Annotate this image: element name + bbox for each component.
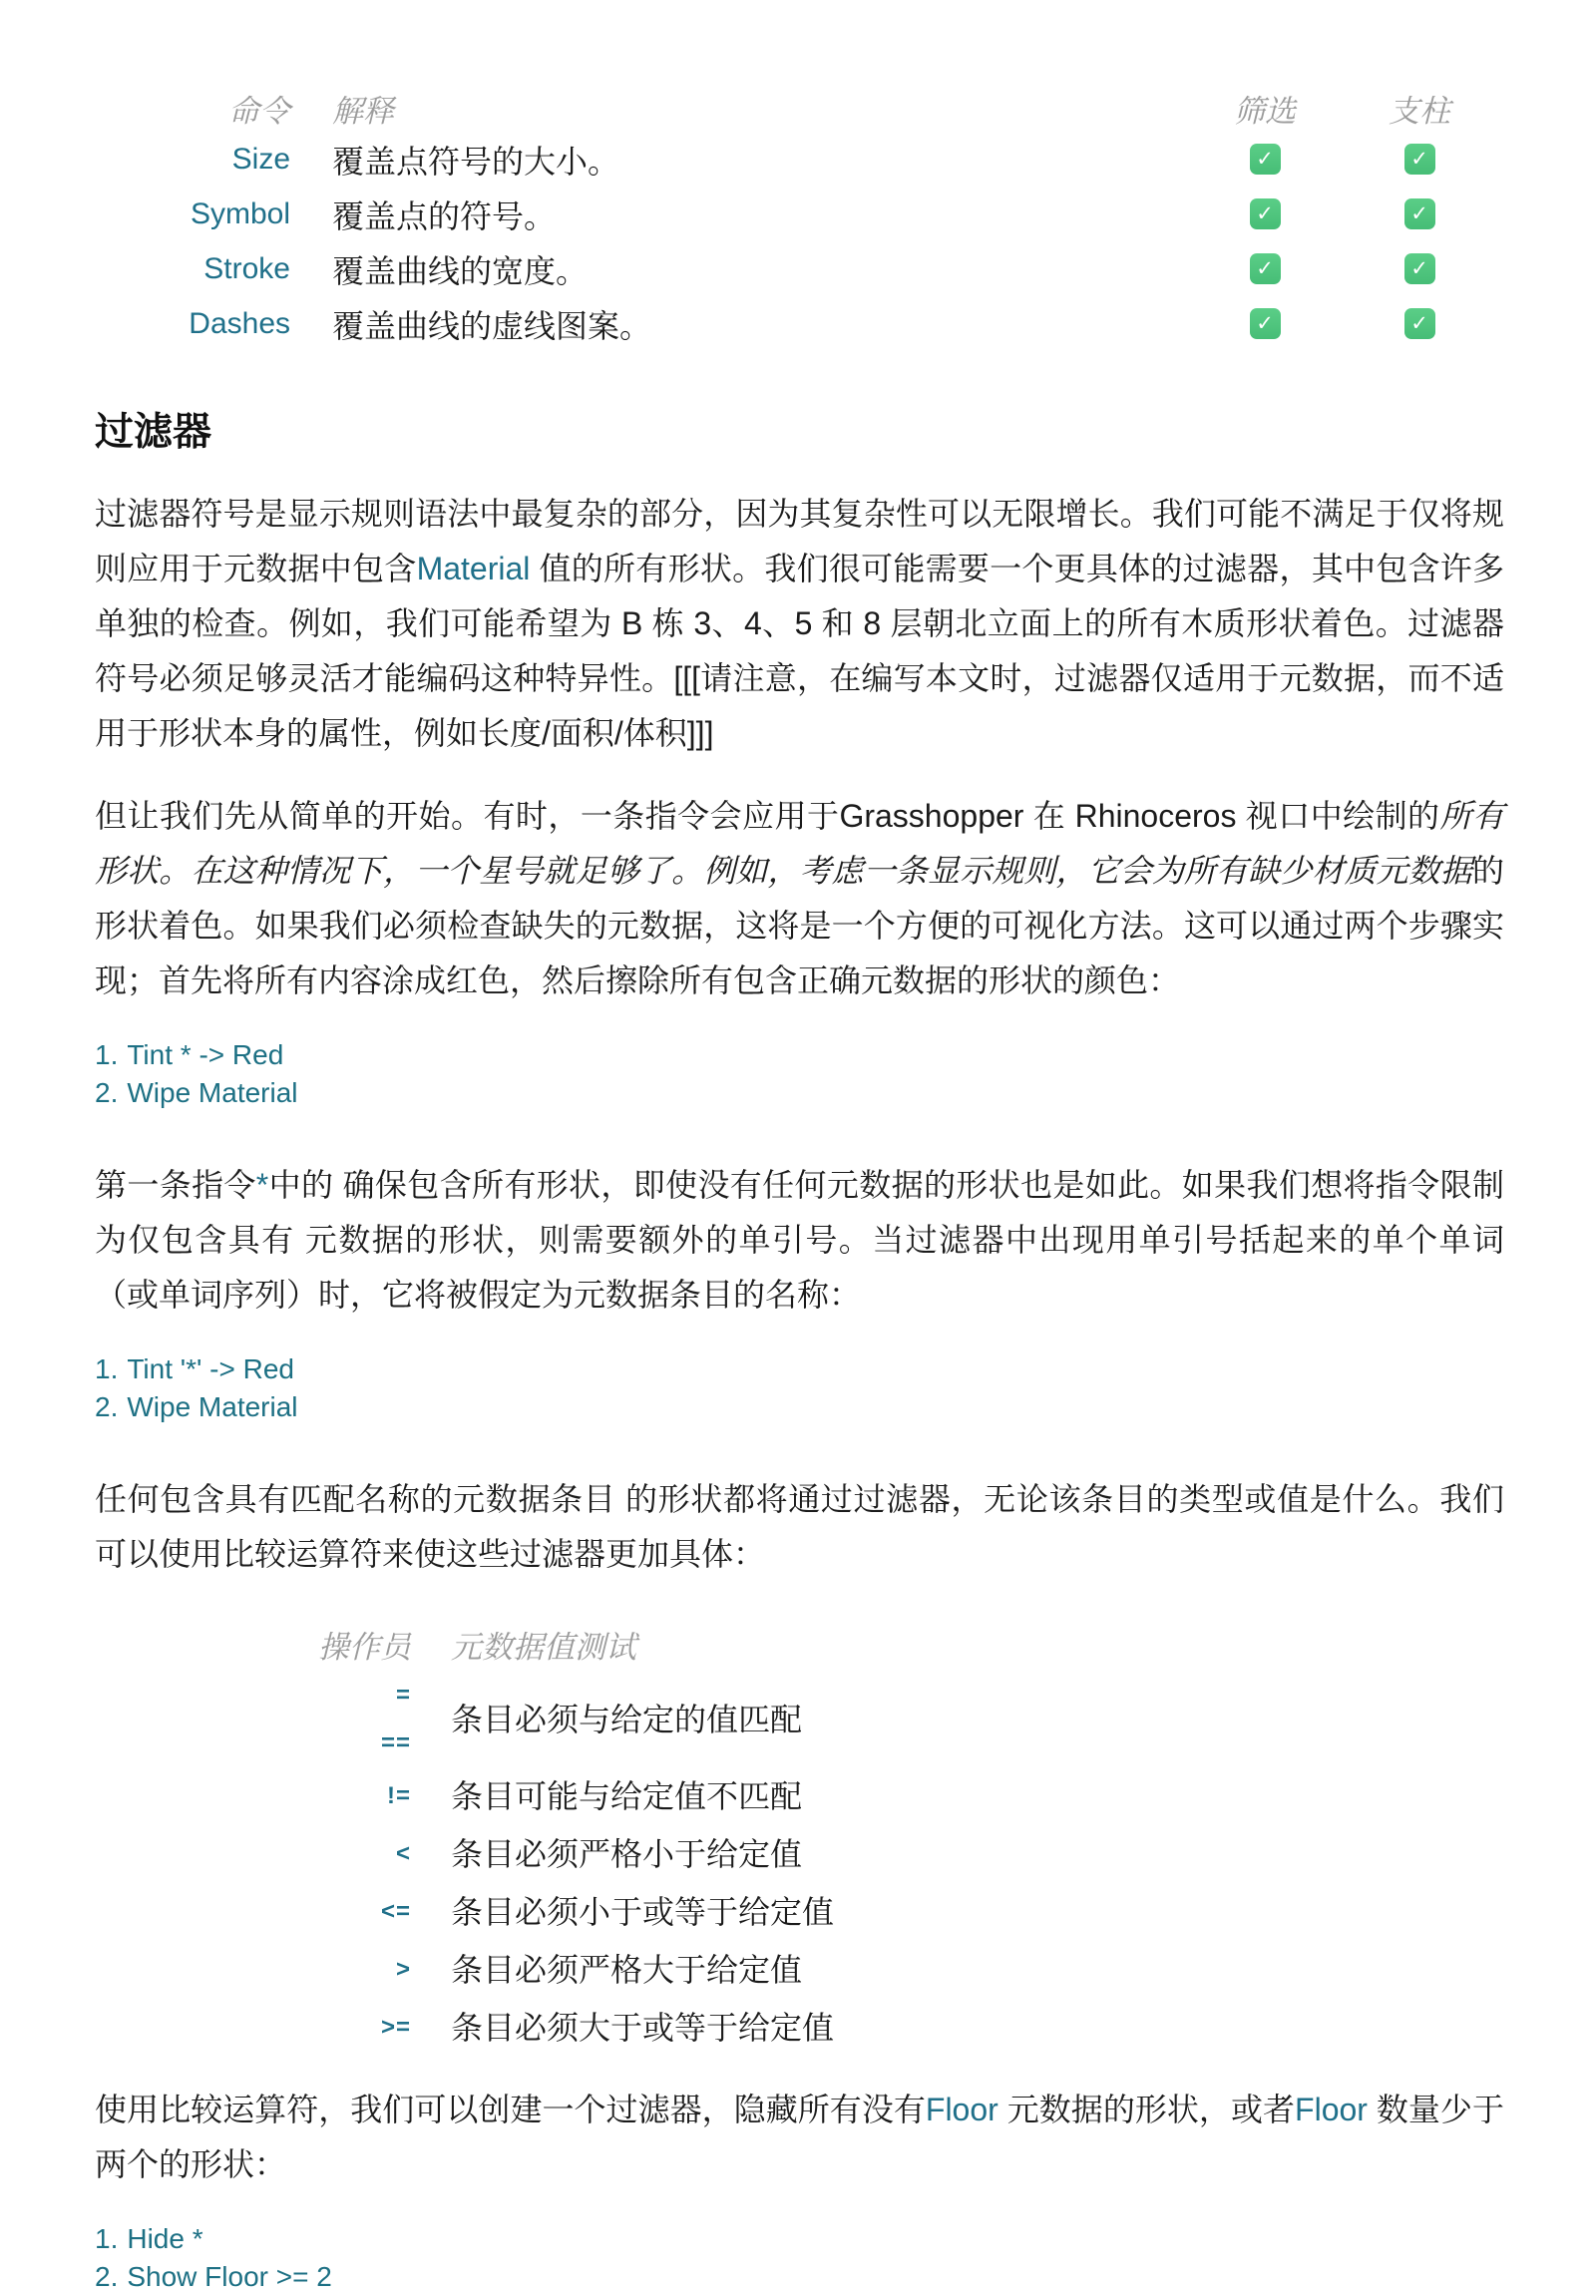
operators-table-header-row: [95, 1616, 1504, 1672]
operators-table: [95, 1616, 1504, 2057]
column-header-command: 命令: [228, 93, 290, 129]
operator-symbol: >: [395, 1956, 411, 1983]
column-header-metadata-test: 元数据值测试: [451, 1629, 636, 1665]
paragraph: 任何包含具有匹配名称的元数据条目 的形状都将通过过滤器，无论该条目的类型或值是什么。我们可以使用比较运算符来使这些过滤器更加具体：: [95, 1481, 1504, 1572]
paragraph-text: 中的 确保包含所有形状，即使没有任何元数据的形状也是如此。如果我们想将指令限制为仅包含具有 元数据的形状，则需要额外的单引号。当过滤器中出现用单引号括起来的单个单词（或单词序列）时，它将被假定为元数据条目的名称：: [95, 1167, 1504, 1313]
inline-code-asterisk: *: [255, 1167, 269, 1203]
code-text: Wipe Material: [127, 1077, 298, 1108]
code-line: [95, 1036, 1504, 1074]
table-row: [95, 1883, 1504, 1941]
table-row: [95, 241, 1504, 296]
paragraph-text: 的形状着色。如果我们必须检查缺失的元数据，这将是一个方便的可视化方法。这可以通过两个步骤实现；首先将所有内容涂成红色，然后擦除所有包含正确元数据的形状的颜色：: [95, 853, 1504, 998]
code-text: Show Floor >= 2: [127, 2261, 332, 2292]
paragraph-text: 过滤器符号是显示规则语法中最复杂的部分，因为其复杂性可以无限增长。我们可能不满足于仅将规则应用于元数据中包含: [95, 496, 1504, 586]
commands-table-header-row: [95, 84, 1504, 132]
code-block: [95, 1350, 1504, 1426]
operator-description: 条目必须小于或等于给定值: [451, 1894, 835, 1930]
operator-description: 条目必须严格大于给定值: [451, 1952, 803, 1988]
checkmark-icon: ✓: [1250, 308, 1281, 339]
operator-symbol: =: [395, 1682, 411, 1709]
column-header-filter: 筛选: [1234, 93, 1296, 129]
paragraph: [95, 1158, 1504, 1323]
command-explanation: 覆盖曲线的虚线图案。: [332, 307, 652, 344]
code-line: [95, 2258, 1504, 2296]
code-text: Tint '*' -> Red: [127, 1353, 294, 1384]
code-line: [95, 2220, 1504, 2258]
operator-symbol: <: [395, 1840, 411, 1867]
checkmark-icon: ✓: [1404, 198, 1435, 229]
command-name: Symbol: [190, 196, 290, 230]
code-line: [95, 1388, 1504, 1426]
code-text: Tint * -> Red: [127, 1039, 284, 1070]
operator-symbol: <=: [380, 1898, 411, 1925]
operator-description: 条目必须严格小于给定值: [451, 1836, 803, 1872]
code-line-number: 2.: [95, 2261, 119, 2292]
operator-description: 条目必须大于或等于给定值: [451, 2010, 835, 2046]
checkmark-icon: ✓: [1250, 198, 1281, 229]
inline-code-floor: Floor: [925, 2092, 998, 2127]
operator-symbol: !=: [386, 1782, 411, 1809]
checkmark-icon: ✓: [1250, 253, 1281, 284]
table-row: [95, 1767, 1504, 1825]
operator-description: 条目必须与给定的值匹配: [451, 1702, 803, 1737]
column-header-operator: 操作员: [318, 1629, 411, 1665]
paragraph: [95, 487, 1504, 761]
checkmark-icon: ✓: [1404, 308, 1435, 339]
code-block: [95, 2220, 1504, 2296]
code-line-number: 1.: [95, 1353, 119, 1384]
table-row: [95, 1825, 1504, 1883]
code-line: [95, 1074, 1504, 1112]
code-line: [95, 1350, 1504, 1388]
table-row: [95, 1672, 1504, 1767]
paragraph-text: 但让我们先从简单的开始。有时，一条指令会应用于Grasshopper 在 Rhinoceros 视口中绘制的: [95, 798, 1440, 834]
operator-symbol: >=: [380, 2014, 411, 2041]
command-explanation: 覆盖点符号的大小。: [332, 143, 620, 180]
code-line-number: 2.: [95, 1391, 119, 1422]
emphasized-text: 所有形状。在这种情况下，一个星号就足够了。例如，考虑一条显示规则，它会为所有缺少材质元数据: [95, 798, 1504, 889]
paragraph: [95, 789, 1504, 1008]
column-header-pillar: 支柱: [1389, 93, 1450, 129]
checkmark-icon: ✓: [1404, 253, 1435, 284]
command-explanation: 覆盖点的符号。: [332, 197, 557, 234]
operator-symbol: ==: [380, 1729, 411, 1756]
paragraph-text: 元数据的形状，或者: [998, 2092, 1296, 2127]
table-row: [95, 296, 1504, 351]
paragraph-text: 数量少于两个的形状：: [95, 2092, 1504, 2182]
inline-code-material: Material: [416, 551, 531, 586]
command-name: Dashes: [189, 306, 290, 340]
page-title: 过滤器: [95, 411, 212, 454]
code-line-number: 1.: [95, 2223, 119, 2254]
column-header-explanation: 解释: [332, 93, 394, 129]
table-row: [95, 187, 1504, 241]
code-block: [95, 1036, 1504, 1112]
operator-description: 条目可能与给定值不匹配: [451, 1778, 803, 1814]
paragraph-text: 使用比较运算符，我们可以创建一个过滤器，隐藏所有没有: [95, 2092, 926, 2127]
code-line-number: 2.: [95, 1077, 119, 1108]
paragraph-text: 第一条指令: [95, 1167, 256, 1203]
command-explanation: 覆盖曲线的宽度。: [332, 252, 589, 289]
table-row: [95, 1941, 1504, 1999]
code-text: Wipe Material: [127, 1391, 298, 1422]
code-line-number: 1.: [95, 1039, 119, 1070]
checkmark-icon: ✓: [1250, 144, 1281, 175]
paragraph: [95, 2083, 1504, 2192]
checkmark-icon: ✓: [1404, 144, 1435, 175]
table-row: [95, 132, 1504, 187]
commands-table: [95, 84, 1504, 351]
inline-code-floor: Floor: [1295, 2092, 1368, 2127]
paragraph-text: 值的所有形状。我们很可能需要一个更具体的过滤器，其中包含许多单独的检查。例如，我们可能希望为 B 栋 3、4、5 和 8 层朝北立面上的所有木质形状着色。过滤器符号必须足够灵活才能编码这种特异性。[[[请注意，在编写本文时，过滤器仅适用于元数据，而不适用于形状本身的属性，例如长度/面积/体积]]]: [95, 551, 1504, 751]
table-row: [95, 1999, 1504, 2057]
command-name: Size: [231, 142, 290, 176]
command-name: Stroke: [203, 251, 290, 285]
code-text: Hide *: [127, 2223, 203, 2254]
